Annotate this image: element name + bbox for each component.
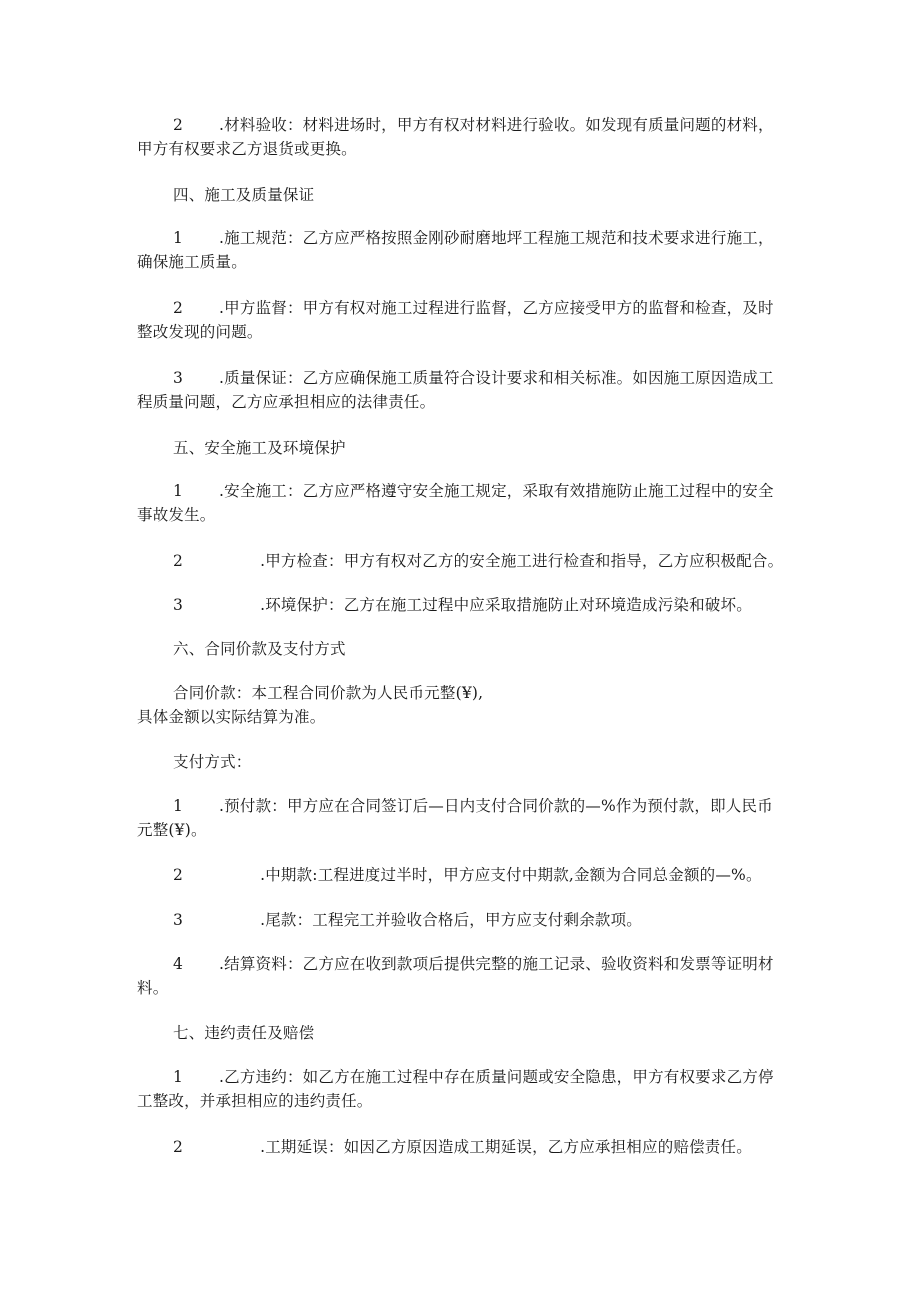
paragraph-settlement-note: 具体金额以实际结算为准。 bbox=[137, 708, 326, 726]
section-heading-4: 四、施工及质量保证 bbox=[173, 186, 315, 204]
paragraph-advance-payment: 1 .预付款：甲方应在合同签订后—日内支付合同价款的—%作为预付款，即人民币元整(¥)。 bbox=[137, 797, 773, 839]
paragraph-interim-payment: 2 .中期款:工程进度过半时，甲方应支付中期款,金额为合同总金额的—%。 bbox=[173, 866, 762, 884]
section-heading-7: 七、违约责任及赔偿 bbox=[173, 1024, 315, 1042]
section-heading-5: 五、安全施工及环境保护 bbox=[173, 439, 346, 457]
paragraph-material-acceptance: 2 .材料验收：材料进场时，甲方有权对材料进行验收。如发现有质量问题的材料，甲方有权要求乙方退货或更换。 bbox=[137, 116, 774, 158]
paragraph-payment-method: 支付方式： bbox=[173, 753, 252, 771]
paragraph-construction-standard: 1 .施工规范：乙方应严格按照金刚砂耐磨地坪工程施工规范和技术要求进行施工，确保施工质量。 bbox=[137, 229, 774, 271]
section-heading-6: 六、合同价款及支付方式 bbox=[173, 640, 346, 658]
paragraph-party-a-inspection: 2 .甲方检查：甲方有权对乙方的安全施工进行检查和指导，乙方应积极配合。 bbox=[173, 552, 784, 570]
paragraph-delay: 2 .工期延误：如因乙方原因造成工期延误，乙方应承担相应的赔偿责任。 bbox=[173, 1138, 752, 1156]
paragraph-settlement-documents: 4 .结算资料：乙方应在收到款项后提供完整的施工记录、验收资料和发票等证明材料。 bbox=[137, 955, 774, 997]
paragraph-contract-price: 合同价款：本工程合同价款为人民币元整(¥), bbox=[173, 684, 484, 702]
paragraph-safe-construction: 1 .安全施工：乙方应严格遵守安全施工规定，采取有效措施防止施工过程中的安全事故发生。 bbox=[137, 482, 774, 524]
paragraph-quality-guarantee: 3 .质量保证：乙方应确保施工质量符合设计要求和相关标准。如因施工原因造成工程质量问题，乙方应承担相应的法律责任。 bbox=[137, 369, 774, 411]
paragraph-final-payment: 3 .尾款：工程完工并验收合格后，甲方应支付剩余款项。 bbox=[173, 911, 642, 929]
paragraph-environment-protection: 3 .环境保护：乙方在施工过程中应采取措施防止对环境造成污染和破坏。 bbox=[173, 596, 752, 614]
paragraph-party-a-supervision: 2 .甲方监督：甲方有权对施工过程进行监督，乙方应接受甲方的监督和检查，及时整改发现的问题。 bbox=[137, 299, 774, 341]
paragraph-party-b-default: 1 .乙方违约：如乙方在施工过程中存在质量问题或安全隐患，甲方有权要求乙方停工整改，并承担相应的违约责任。 bbox=[137, 1068, 774, 1110]
